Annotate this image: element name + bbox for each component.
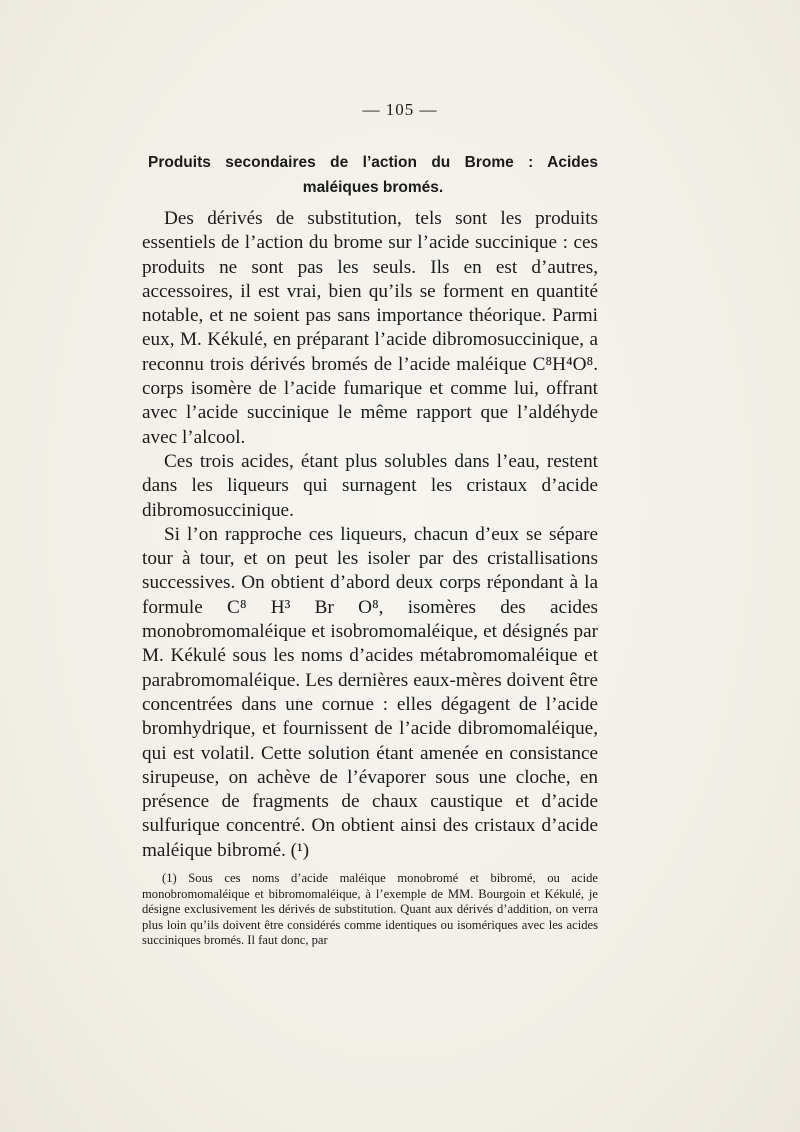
paragraph-1-text-a: Des dérivés de substitution, tels sont les produits essentiels de l’action du brome sur l’acide succinique : ces produits ne sont pas les seuls. Ils en est d’autres, accessoires, il est vrai, bien qu’ils se forment en quantité notable, et ne soient pas sans importance théorique. Parmi eux, M. Kékulé, en préparant l’acide dibromosuccinique, a reconnu trois dérivés bromés de l’acide maléique (142, 208, 598, 375)
footnote (142, 871, 598, 949)
formula-maleic-acid: C⁸H⁴O⁸ (532, 353, 594, 375)
footnote-text: (1) Sous ces noms d’acide maléique monobromé et bibromé, ou acide monobromomaléique et bibromomaléique, à l’exemple de MM. Bourgoin et Kékulé, je désigne exclusivement les dérivés de substitution. Quant aux dérivés d’addition, on verra plus loin qu’ils doivent être considérés comme identiques ou isomériques avec les acides succiniques bromés. Il faut donc, par (142, 871, 598, 948)
paragraph-3-text-b: , isomères des acides monobromomaléique et isobromomaléique, et désignés par M. Kékulé sous les noms d’acides métabromomaléique et parabromomaléique. Les dernières eaux-mères doivent être concentrées dans une cornue : elles dégagent de l’acide bromhydrique, et fournissent de l’acide dibromomaléique, qui est volatil. Cette solution étant amenée en consistance sirupeuse, on achève de l’évaporer sous une cloche, en présence de fragments de chaux caustique et d’acide sulfurique concentré. On obtient ainsi des cristaux d’acide maléique bibromé. (142, 596, 598, 861)
paragraph-1 (142, 207, 598, 450)
paragraph-2: Ces trois acides, étant plus solubles dans l’eau, restent dans les liqueurs qui surnagent les cristaux d’acide dibromosuccinique. (142, 450, 598, 521)
footnote-reference: (¹) (290, 839, 310, 861)
paragraph-3-text-a: Si l’on rapproche ces liqueurs, chacun d’eux se sépare tour à tour, et on peut les isoler par des cristallisations successives. On obtient d’abord deux corps répondant à la formule (142, 523, 598, 618)
paragraph-3 (142, 523, 598, 863)
paragraph-1-text-b: . corps isomère de l’acide fumarique et comme lui, offrant avec l’acide succinique le même rapport que l’aldéhyde avec l’alcool. (142, 353, 598, 448)
section-heading: Produits secondaires de l’action du Brome : Acides maléiques bromés. (148, 154, 598, 196)
formula-bromomaleic: C⁸ H³ Br O⁸ (227, 596, 379, 618)
body-text (142, 207, 598, 863)
page-number: — 105 — (362, 100, 438, 119)
